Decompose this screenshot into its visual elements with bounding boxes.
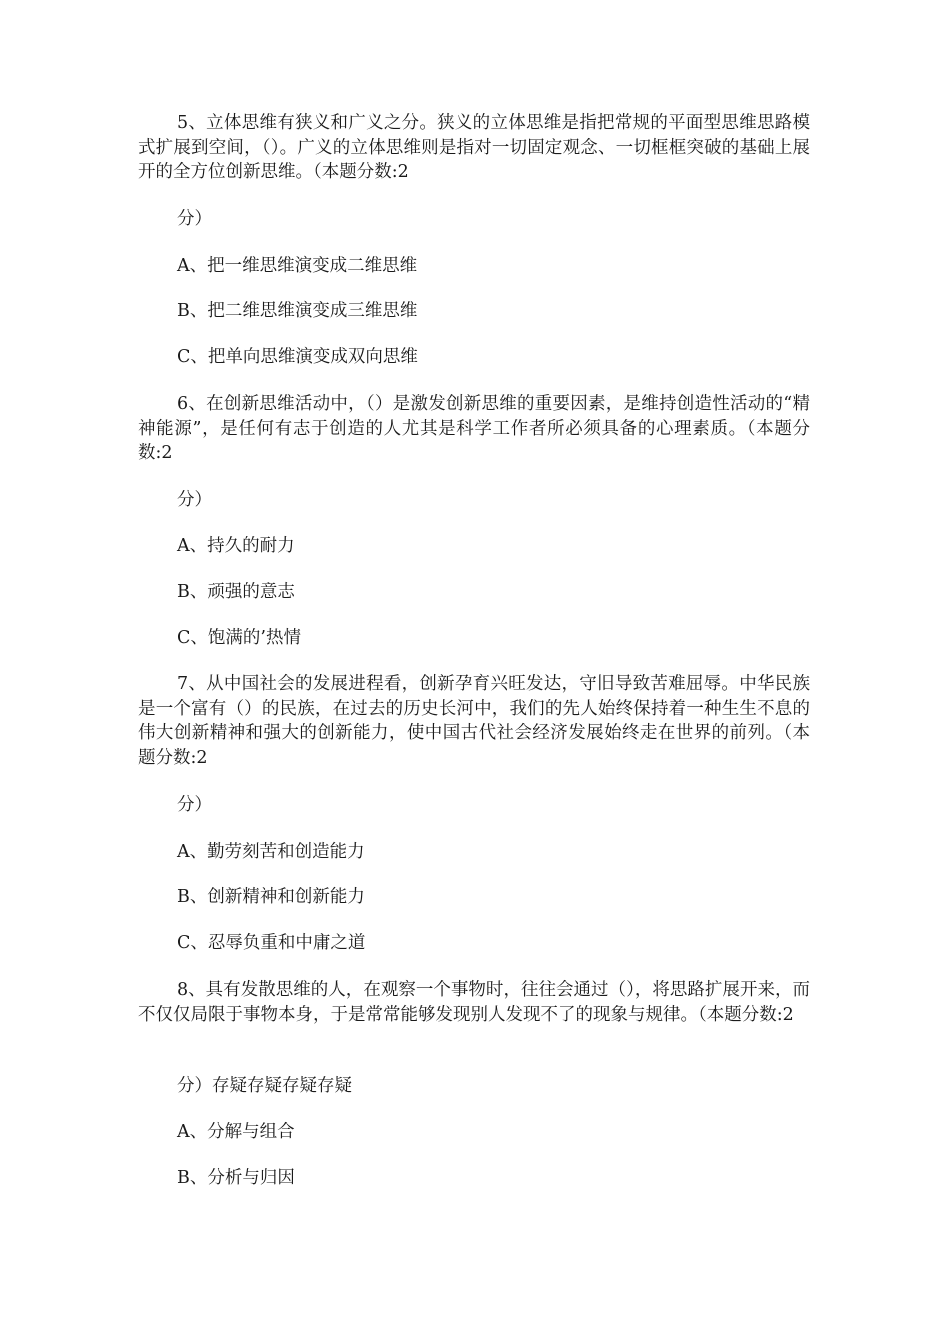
question-8-score-tail: 分）存疑存疑存疑存疑 bbox=[177, 1076, 352, 1096]
question-7-option-c: C、忍辱负重和中庸之道 bbox=[177, 933, 366, 953]
question-5-option-a: A、把一维思维演变成二维思维 bbox=[177, 256, 418, 276]
question-6-option-a: A、持久的耐力 bbox=[177, 536, 295, 556]
question-6-score-tail: 分） bbox=[177, 490, 212, 510]
question-7-score-tail: 分） bbox=[177, 795, 212, 815]
question-5-stem: 5、立体思维有狭义和广义之分。狭义的立体思维是指把常规的平面型思维思路模式扩展到空间，（）。广义的立体思维则是指对一切固定观念、一切框框突破的基础上展开的全方位创新思维。（本题分数:2 bbox=[138, 113, 810, 182]
question-6-stem: 6、在创新思维活动中，（）是激发创新思维的重要因素，是维持创造性活动的“精神能源”，是任何有志于创造的人尤其是科学工作者所必须具备的心理素质。（本题分数:2 bbox=[138, 394, 810, 463]
question-8-stem: 8、具有发散思维的人，在观察一个事物时，往往会通过（），将思路扩展开来，而不仅仅局限于事物本身，于是常常能够发现别人发现不了的现象与规律。（本题分数:2 bbox=[138, 980, 810, 1025]
question-8-option-b: B、分析与归因 bbox=[177, 1168, 295, 1188]
question-7-option-b: B、创新精神和创新能力 bbox=[177, 887, 365, 907]
question-6-option-b: B、顽强的意志 bbox=[177, 582, 295, 602]
question-7-stem: 7、从中国社会的发展进程看，创新孕育兴旺发达，守旧导致苦难屈辱。中华民族是一个富有（）的民族，在过去的历史长河中，我们的先人始终保持着一种生生不息的伟大创新精神和强大的创新能力，使中国古代社会经济发展始终走在世界的前列。（本题分数:2 bbox=[138, 674, 810, 768]
question-8-option-a: A、分解与组合 bbox=[177, 1122, 295, 1142]
question-6-option-c: C、饱满的’热情 bbox=[177, 628, 301, 648]
question-7-option-a: A、勤劳刻苦和创造能力 bbox=[177, 842, 365, 862]
question-5-score-tail: 分） bbox=[177, 209, 212, 229]
question-5-option-b: B、把二维思维演变成三维思维 bbox=[177, 301, 418, 321]
question-5-option-c: C、把单向思维演变成双向思维 bbox=[177, 347, 418, 367]
